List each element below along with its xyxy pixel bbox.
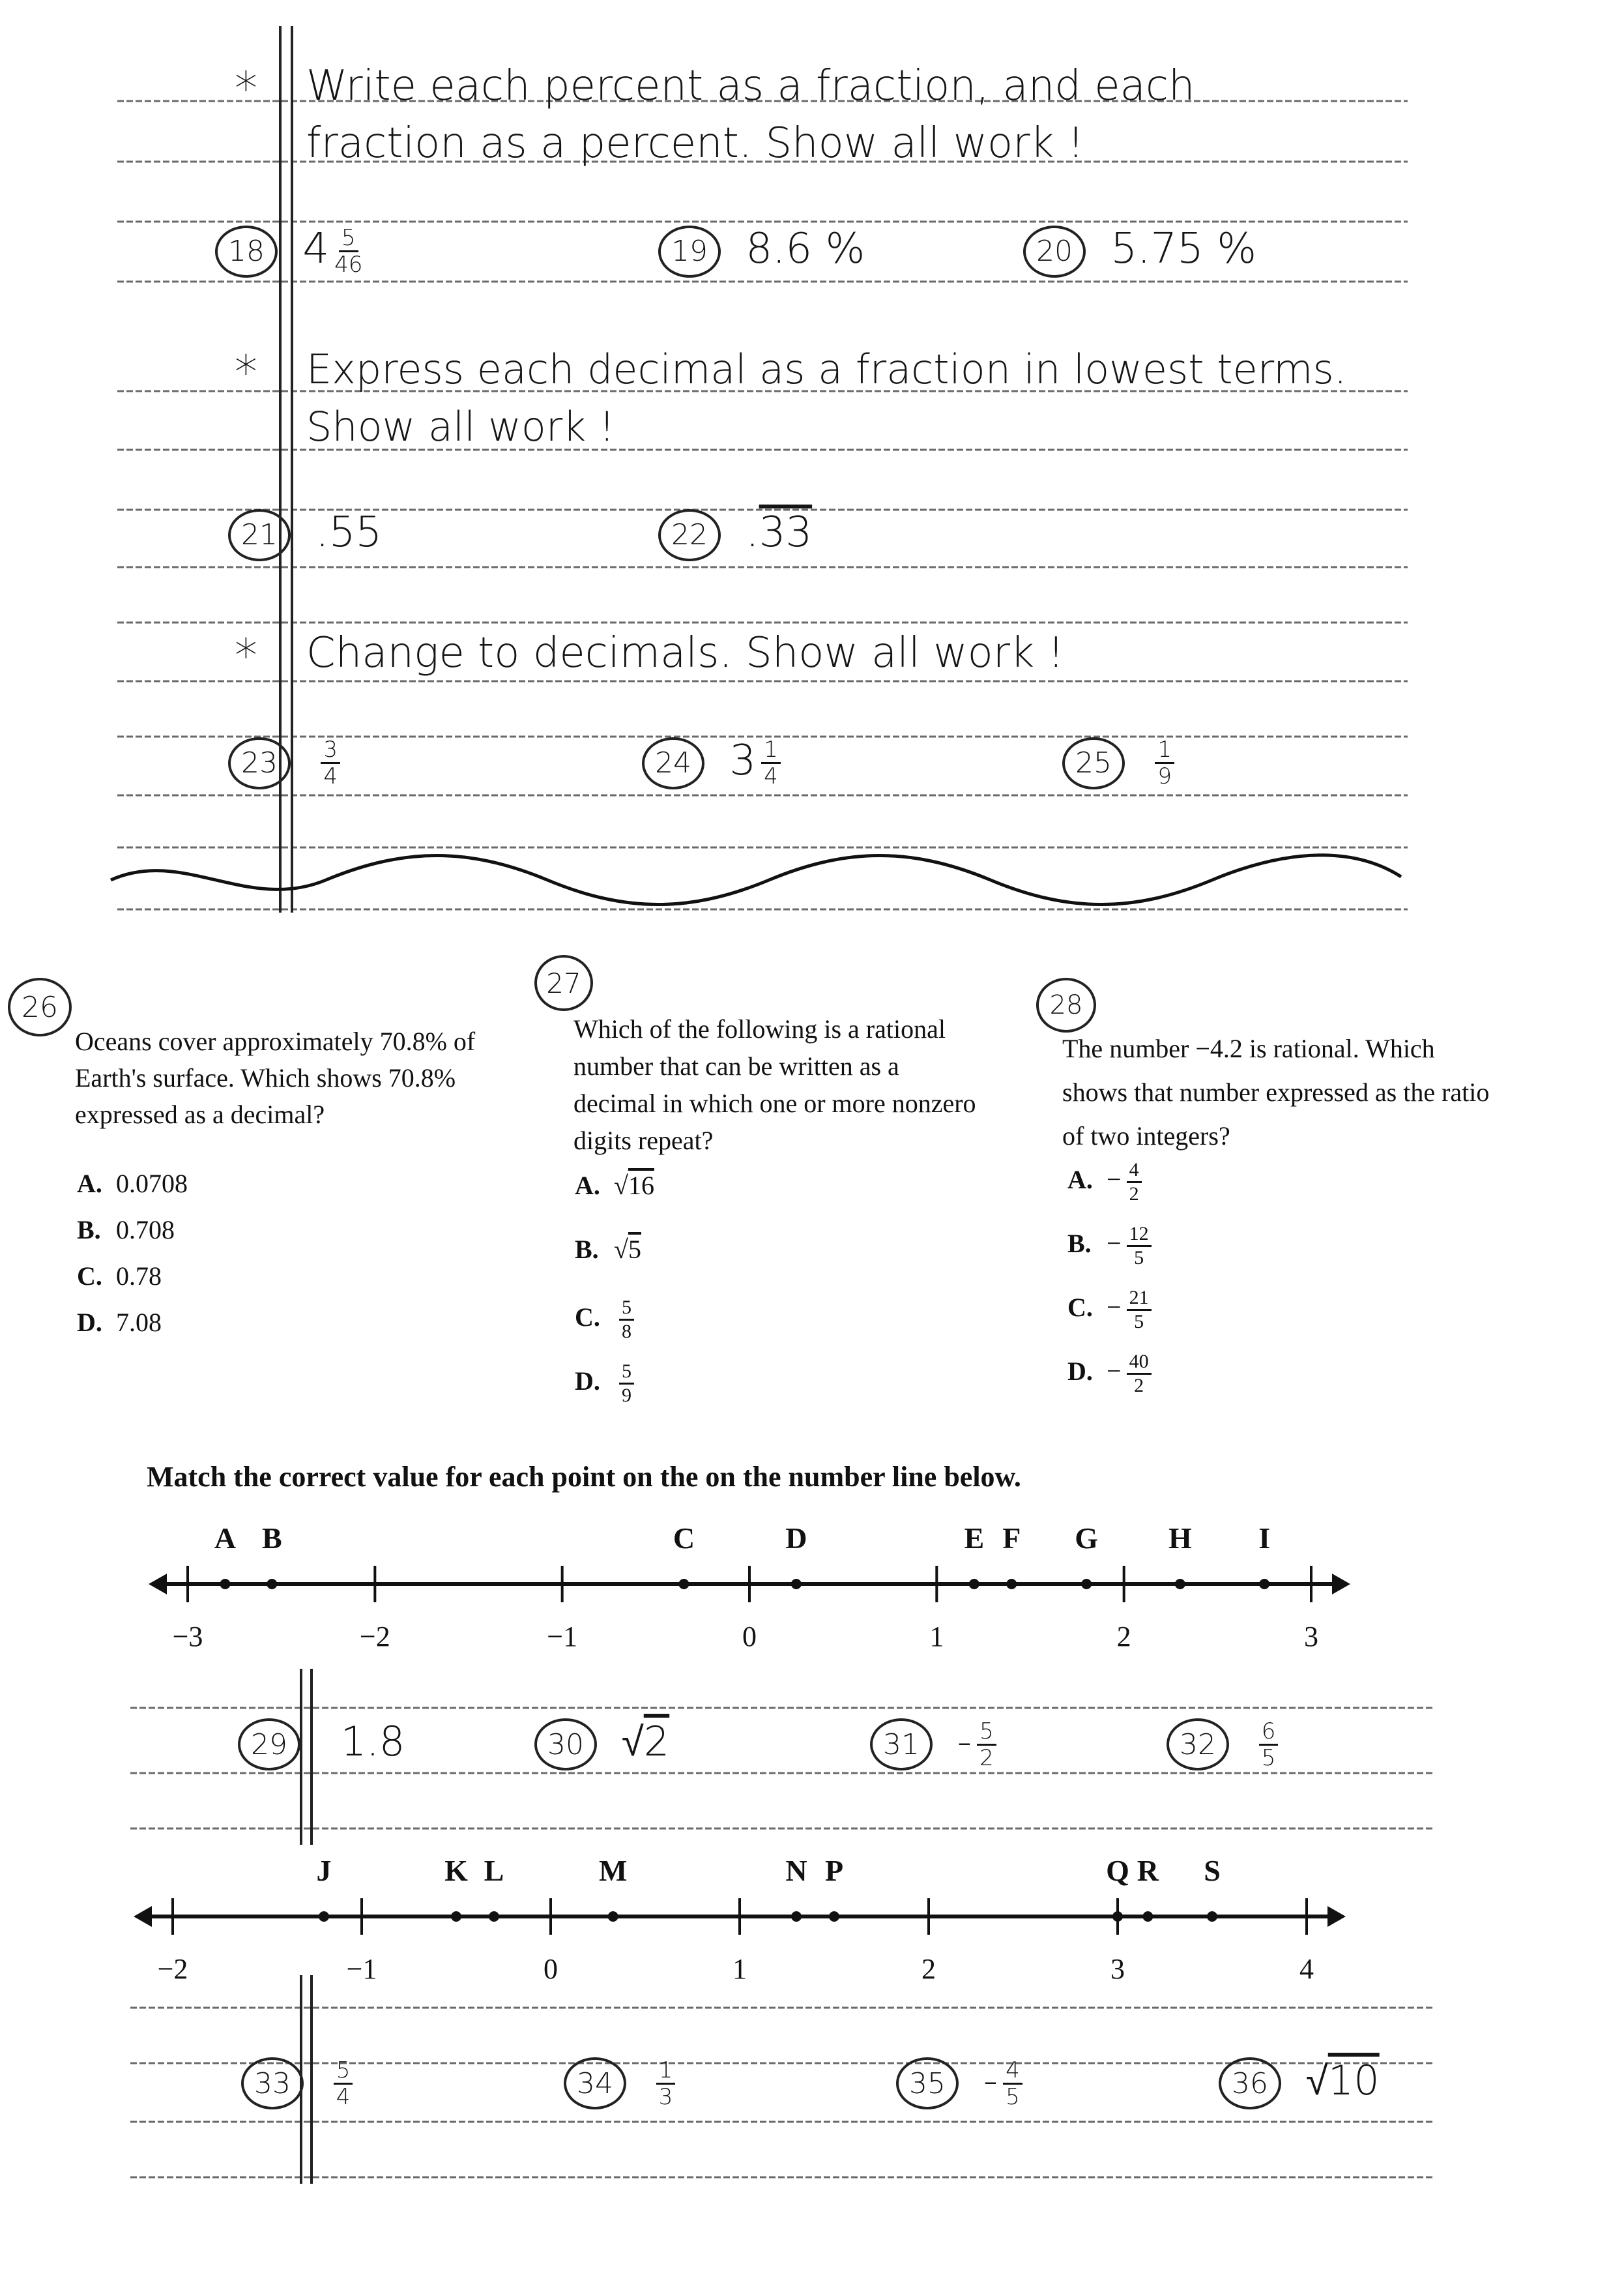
nl2-tick-label: −2	[157, 1953, 188, 1985]
nl2-point-label-k: K	[444, 1854, 468, 1887]
denominator: 2	[1129, 1183, 1139, 1205]
denominator: 2	[979, 1744, 994, 1771]
number-line-1	[0, 1519, 1624, 1675]
option-letter: C.	[77, 1261, 102, 1291]
q28-option-b[interactable]	[1067, 1224, 1152, 1288]
denominator: 9	[1157, 763, 1172, 789]
problem-29	[238, 1718, 405, 1770]
q26-number	[8, 978, 83, 1036]
nl1-point-i	[1259, 1579, 1269, 1589]
problem-number-21: 21	[228, 509, 291, 561]
section2-instruction-line2: Show all work !	[306, 403, 615, 450]
bullet-star-1: *	[235, 62, 257, 115]
denominator: 5	[1134, 1311, 1144, 1332]
q27-circle: 27	[534, 955, 593, 1011]
numerator: 1	[1155, 739, 1174, 764]
problem-36-radicand: 10	[1327, 2057, 1380, 2104]
problem-25-fraction	[1155, 739, 1174, 787]
nl2-point-label-s: S	[1204, 1854, 1221, 1887]
option-letter: D.	[575, 1366, 600, 1396]
q27-option-c[interactable]	[575, 1298, 654, 1362]
nl2-point-r	[1142, 1911, 1153, 1922]
numerator: 5	[334, 2059, 353, 2085]
nl1-point-g	[1081, 1579, 1092, 1589]
sqrt-sign: √	[1305, 2057, 1328, 2104]
q28-options	[1067, 1160, 1152, 1416]
nl1-point-label-f: F	[1002, 1521, 1021, 1555]
problem-35-sign: -	[983, 2057, 998, 2104]
problem-19	[658, 225, 865, 278]
problem-23	[228, 737, 340, 789]
problem-number-20: 20	[1023, 226, 1086, 278]
denominator: 4	[336, 2083, 351, 2110]
option-value: 0.708	[116, 1215, 175, 1244]
sign: −	[1107, 1228, 1122, 1258]
nl1-point-e	[969, 1579, 979, 1589]
fraction	[1127, 1288, 1152, 1332]
sign: −	[1107, 1164, 1122, 1194]
option-letter: C.	[575, 1302, 600, 1332]
option-value: 7.08	[116, 1308, 162, 1337]
problem-19-value: 8.6 %	[746, 225, 865, 273]
sqrt-sign: √	[614, 1235, 628, 1264]
q27-text-line1: Which of the following is a rational	[573, 1014, 946, 1044]
option-letter: D.	[77, 1308, 102, 1337]
problem-20-value: 5.75 %	[1110, 225, 1256, 273]
problem-36	[1219, 2057, 1380, 2109]
nl1-arrow-left-icon	[149, 1574, 167, 1594]
numerator: 21	[1127, 1288, 1152, 1311]
option-letter: A.	[575, 1171, 600, 1200]
numerator: 5	[977, 1720, 996, 1746]
denominator: 2	[1134, 1375, 1144, 1396]
problem-number-35: 35	[896, 2057, 959, 2109]
option-letter: A.	[1067, 1164, 1093, 1194]
problem-21	[228, 508, 382, 561]
q28-text-line3: of two integers?	[1062, 1121, 1230, 1151]
nl2-tick-label: −1	[346, 1953, 377, 1985]
problem-30-radicand: 2	[643, 1718, 670, 1765]
nl1-point-label-b: B	[261, 1521, 282, 1555]
q28-option-d[interactable]	[1067, 1352, 1152, 1416]
problem-18-fraction	[334, 227, 362, 276]
nl2-point-p	[829, 1911, 839, 1922]
problem-35	[896, 2057, 1022, 2109]
problem-number-32: 32	[1167, 1718, 1229, 1770]
problem-30	[534, 1718, 669, 1770]
numerator: 4	[1003, 2059, 1022, 2085]
numerator: 1	[761, 739, 781, 764]
nl1-tick-label: 2	[1116, 1621, 1131, 1652]
q27-options	[575, 1170, 654, 1426]
problem-number-36: 36	[1219, 2057, 1281, 2109]
nl2-point-j	[319, 1911, 329, 1922]
nl2-point-label-r: R	[1137, 1854, 1159, 1887]
problem-25	[1062, 737, 1174, 789]
fraction	[619, 1298, 634, 1342]
nl1-point-label-c: C	[673, 1521, 695, 1555]
denominator: 3	[658, 2083, 673, 2110]
problem-24	[642, 737, 781, 789]
nl1-tick-label: 0	[742, 1621, 757, 1652]
bullet-star-2: *	[235, 345, 257, 399]
denominator: 8	[622, 1321, 631, 1342]
q28-text-line1: The number −4.2 is rational. Which	[1062, 1034, 1435, 1063]
q27-option-a[interactable]	[575, 1170, 654, 1234]
numerator: 12	[1127, 1224, 1152, 1247]
q28-option-a[interactable]	[1067, 1160, 1152, 1224]
numerator: 4	[1127, 1160, 1142, 1183]
section2-instruction-line1: Express each decimal as a fraction in lowest terms.	[306, 345, 1347, 393]
nl1-point-label-i: I	[1258, 1521, 1271, 1555]
problem-18	[215, 225, 362, 278]
nl1-point-label-a: A	[214, 1521, 237, 1555]
nl2-tick-label: 0	[544, 1953, 558, 1985]
sqrt-sign: √	[621, 1718, 644, 1765]
q26-option-d[interactable]	[77, 1299, 188, 1345]
problem-number-19: 19	[658, 226, 721, 278]
q26-option-c[interactable]	[77, 1253, 188, 1299]
numerator: 40	[1127, 1352, 1152, 1375]
numerator: 1	[656, 2059, 676, 2085]
option-value: 0.78	[116, 1261, 162, 1291]
problem-31	[870, 1718, 996, 1770]
sign: −	[1107, 1356, 1122, 1386]
q26-text-line3: expressed as a decimal?	[75, 1100, 325, 1129]
problem-number-25: 25	[1062, 737, 1125, 789]
nl2-arrow-left-icon	[134, 1906, 152, 1927]
nl2-point-label-n: N	[785, 1854, 807, 1887]
problem-22	[658, 508, 812, 561]
denominator: 5	[1134, 1247, 1144, 1269]
q26-option-b[interactable]	[77, 1207, 188, 1253]
numerator: 6	[1259, 1720, 1279, 1746]
q26-option-a[interactable]	[77, 1160, 188, 1207]
problem-32-fraction	[1259, 1720, 1279, 1769]
q27-option-b[interactable]	[575, 1234, 654, 1298]
problem-34-fraction	[656, 2059, 676, 2108]
problem-32	[1167, 1718, 1278, 1770]
denominator: 9	[622, 1385, 631, 1406]
problem-31-sign: -	[957, 1718, 972, 1765]
nl2-point-label-p: P	[824, 1854, 844, 1887]
nl1-point-h	[1175, 1579, 1185, 1589]
problem-24-whole: 3	[729, 737, 757, 785]
denominator: 5	[1006, 2083, 1020, 2110]
problem-number-30: 30	[534, 1718, 597, 1770]
nl1-point-label-g: G	[1075, 1521, 1099, 1555]
denominator: 4	[323, 763, 338, 789]
q26-circle: 26	[8, 978, 72, 1036]
section1-instruction-line2: fraction as a percent. Show all work !	[306, 119, 1084, 168]
problem-number-29: 29	[238, 1718, 300, 1770]
numerator: 5	[619, 1362, 634, 1385]
sqrt-sign: √	[614, 1171, 628, 1200]
q27-text-line2: number that can be written as a	[573, 1051, 899, 1081]
problem-34	[564, 2057, 675, 2109]
match-instruction: Match the correct value for each point on the on the number line below.	[147, 1461, 1021, 1493]
radicand: 16	[628, 1171, 654, 1200]
problem-23-fraction	[321, 739, 340, 787]
problem-number-24: 24	[642, 737, 704, 789]
fraction	[619, 1362, 634, 1405]
nl1-tick-label: −3	[172, 1621, 203, 1652]
q26-text-line2: Earth's surface. Which shows 70.8%	[75, 1063, 456, 1093]
option-letter: D.	[1067, 1356, 1093, 1386]
section1-instruction-line1: Write each percent as a fraction, and each	[306, 62, 1195, 110]
nl1-point-a	[220, 1579, 230, 1589]
nl2-tick-label: 3	[1110, 1953, 1125, 1985]
option-letter: B.	[77, 1215, 101, 1244]
nl2-arrow-right-icon	[1327, 1906, 1346, 1927]
problem-31-fraction	[977, 1720, 996, 1769]
q27-question	[573, 1010, 976, 1159]
nl2-point-q	[1112, 1911, 1123, 1922]
nl1-point-c	[678, 1579, 689, 1589]
problem-number-18: 18	[215, 226, 278, 278]
fraction	[1127, 1160, 1142, 1204]
problem-number-23: 23	[228, 737, 291, 789]
fraction	[1127, 1224, 1152, 1268]
problem-number-31: 31	[870, 1718, 933, 1770]
number-line-2	[0, 1845, 1624, 2001]
problem-24-fraction	[761, 739, 781, 787]
nl1-tick-label: 1	[929, 1621, 944, 1652]
problem-21-value: .55	[315, 508, 383, 557]
nl2-point-label-j: J	[316, 1854, 332, 1887]
nl2-point-s	[1207, 1911, 1217, 1922]
nl2-tick-label: 2	[921, 1953, 936, 1985]
q27-text-line3: decimal in which one or more nonzero	[573, 1089, 976, 1118]
problem-29-value: 1.8	[340, 1718, 405, 1765]
problem-22-repeating: 33	[759, 508, 813, 557]
option-value: 0.0708	[116, 1169, 188, 1198]
nl1-point-b	[267, 1579, 277, 1589]
problem-33-fraction	[334, 2059, 353, 2108]
numerator: 3	[321, 739, 340, 764]
nl2-point-m	[608, 1911, 618, 1922]
option-letter: B.	[1067, 1228, 1092, 1258]
q28-circle: 28	[1036, 978, 1096, 1033]
nl1-point-label-h: H	[1168, 1521, 1192, 1555]
nl2-point-label-l: L	[484, 1854, 504, 1887]
q28-option-c[interactable]	[1067, 1288, 1152, 1352]
nl2-point-k	[451, 1911, 461, 1922]
nl2-point-l	[489, 1911, 499, 1922]
q27-option-d[interactable]	[575, 1362, 654, 1426]
nl1-tick-label: −1	[547, 1621, 578, 1652]
nl2-tick-label: 1	[732, 1953, 747, 1985]
denominator: 4	[764, 763, 778, 789]
q26-text-line1: Oceans cover approximately 70.8% of	[75, 1027, 476, 1056]
nl2-point-label-m: M	[598, 1854, 628, 1887]
denominator: 46	[334, 252, 363, 278]
q26-options	[77, 1160, 188, 1345]
problem-22-prefix: .	[746, 508, 759, 557]
nl1-point-label-d: D	[785, 1521, 807, 1555]
numerator: 5	[339, 227, 358, 252]
q26-question	[75, 1023, 475, 1133]
bullet-star-3: *	[235, 629, 257, 683]
fraction	[1127, 1352, 1152, 1396]
q27-number	[534, 955, 605, 1011]
nl1-tick-label: 3	[1304, 1621, 1318, 1652]
nl2-tick-label: 4	[1299, 1953, 1314, 1985]
problem-number-33: 33	[241, 2057, 304, 2109]
problem-35-fraction	[1003, 2059, 1022, 2108]
nl1-tick-label: −2	[359, 1621, 390, 1652]
option-letter: A.	[77, 1169, 102, 1198]
problem-20	[1023, 225, 1256, 278]
q28-number	[1036, 978, 1108, 1033]
q28-question	[1062, 1027, 1489, 1158]
problem-18-whole: 4	[302, 225, 330, 273]
nl2-point-label-q: Q	[1106, 1854, 1129, 1887]
nl1-arrow-right-icon	[1332, 1574, 1350, 1594]
nl1-point-d	[791, 1579, 802, 1589]
q27-text-line4: digits repeat?	[573, 1126, 714, 1155]
radicand: 5	[628, 1235, 641, 1264]
section3-instruction: Change to decimals. Show all work !	[306, 629, 1065, 677]
nl1-point-f	[1006, 1579, 1017, 1589]
numerator: 5	[619, 1298, 634, 1321]
option-letter: C.	[1067, 1292, 1093, 1322]
option-letter: B.	[575, 1235, 599, 1264]
q28-text-line2: shows that number expressed as the ratio	[1062, 1078, 1490, 1107]
sign: −	[1107, 1292, 1122, 1322]
nl1-point-label-e: E	[964, 1521, 985, 1555]
problem-number-22: 22	[658, 509, 721, 561]
problem-33	[241, 2057, 353, 2109]
problem-number-34: 34	[564, 2057, 626, 2109]
nl2-point-n	[791, 1911, 802, 1922]
denominator: 5	[1261, 1744, 1276, 1771]
